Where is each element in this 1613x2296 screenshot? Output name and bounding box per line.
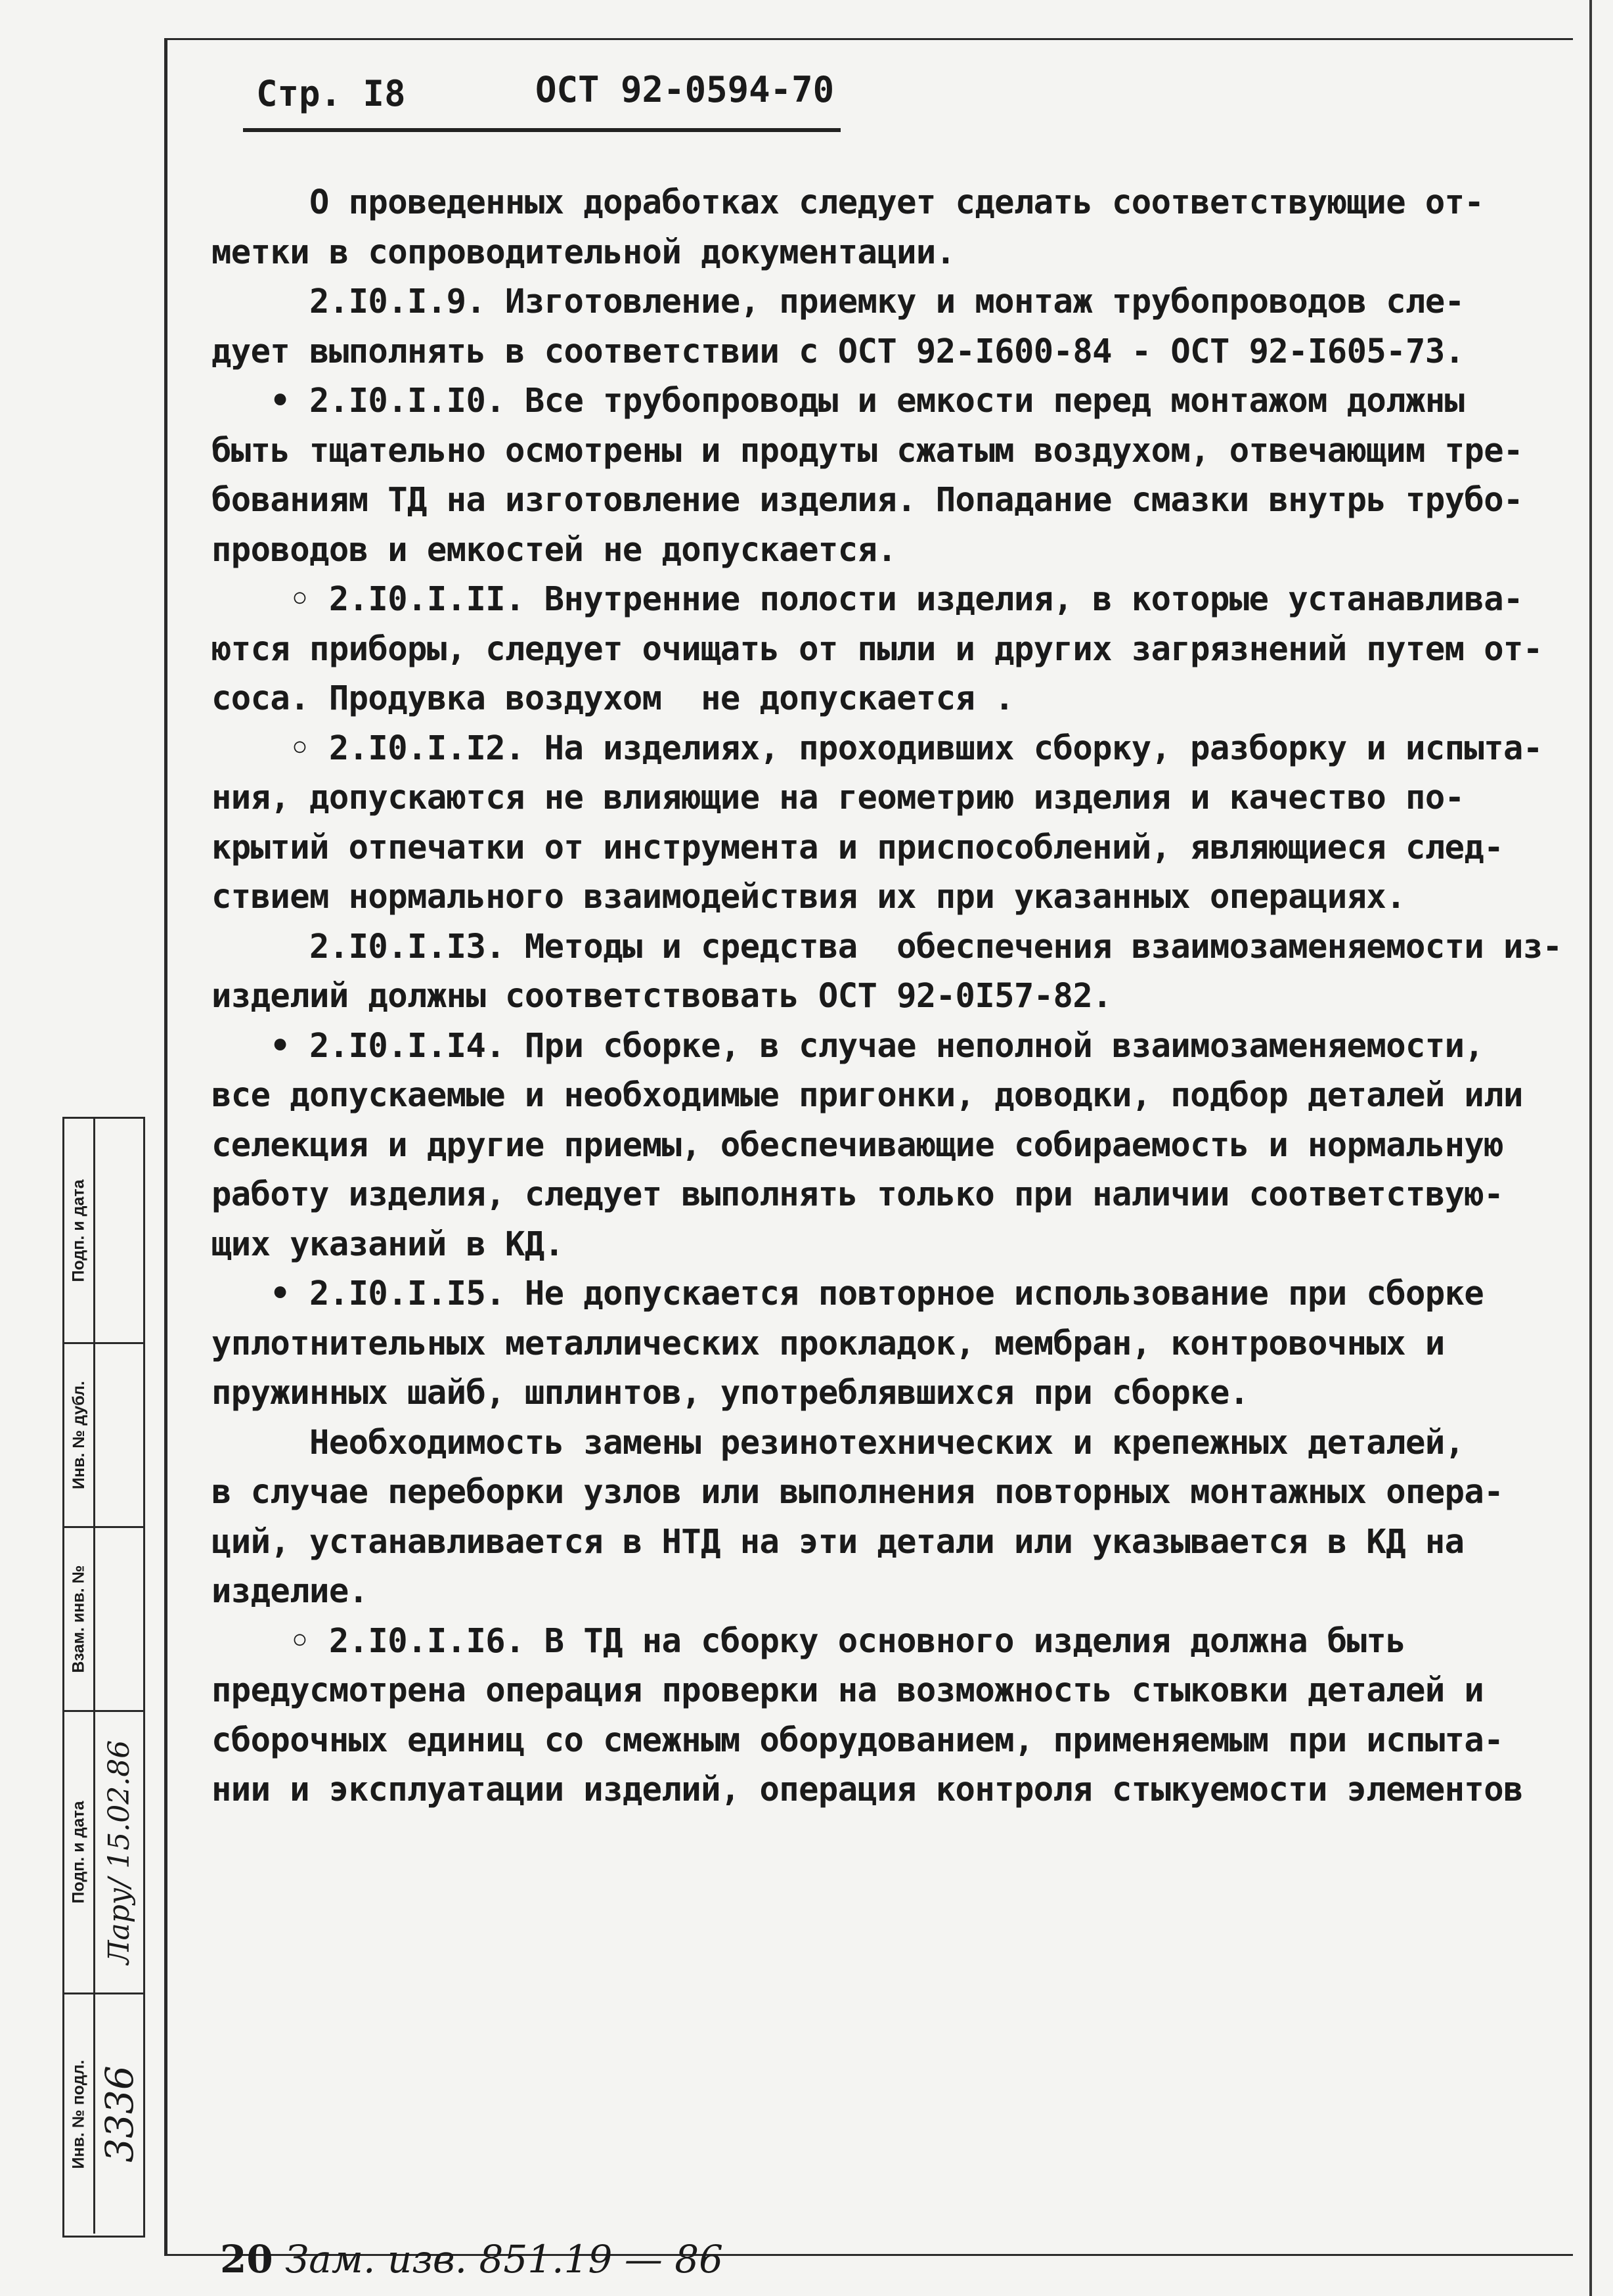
stamp-label: Подп. и дата [69,1179,88,1282]
text-line: быть тщательно осмотрены и продуты сжатым воздухом, отвечающим тре- [211,430,1523,470]
stamp-label: Инв. № дубл. [69,1381,88,1489]
text-line: крытий отпечатки от инструмента и приспособлений, являющиеся след- [211,827,1504,867]
signature-date: Лару/ 15.02.86 [102,1740,137,1965]
text-line: селекция и другие приемы, обеспечивающие собираемость и нормальную [211,1125,1504,1164]
text-line: • 2.I0.I.I5. Не допускается повторное использование при сборке [211,1274,1484,1313]
text-line: щих указаний в КД. [211,1224,564,1263]
stamp-cell-inv-podl [64,1994,143,2234]
text-line: • 2.I0.I.I0. Все трубопроводы и емкости перед монтажом должны [211,381,1465,420]
stamp-cell-podp-data [64,1712,143,1994]
text-line: изделий должны соответствовать ОСТ 92-0I57-82. [211,976,1112,1015]
text-line: ния, допускаются не влияющие на геометрию изделия и качество по- [211,778,1465,817]
stamp-label: Подп. и дата [69,1801,88,1904]
side-stamp-table [62,1117,145,2238]
text-line: нии и эксплуатации изделий, операция контроля стыкуемости элементов [211,1770,1523,1809]
stamp-cell-vzam-inv [64,1528,143,1712]
document-body [211,177,1564,1814]
page-header [243,69,841,132]
text-line: соса. Продувка воздухом не допускается . [211,679,1014,717]
text-line: ций, устанавливается в НТД на эти детали или указывается в КД на [211,1521,1465,1561]
stamp-cell-inv-dubl [64,1344,143,1528]
inventory-number: 3336 [97,2065,142,2163]
change-text: Зам. изв. 851.19 — 86 [285,2237,724,2282]
text-line: ◦ 2.I0.I.I6. В ТД на сборку основного изделия должна быть [211,1621,1406,1660]
text-line: уплотнительных металлических прокладок, мембран, контровочных и [211,1323,1445,1362]
change-note [220,2237,723,2282]
text-line: метки в сопроводительной документации. [211,232,956,271]
stamp-label: Инв. № подл. [69,2060,88,2169]
text-line: ствием нормального взаимодействия их при указанных операциях. [211,877,1406,916]
text-line: ◦ 2.I0.I.I2. На изделиях, проходивших сборку, разборку и испыта- [211,728,1543,767]
text-line: бованиям ТД на изготовление изделия. Попадание смазки внутрь трубо- [211,480,1523,519]
text-line: в случае переборки узлов или выполнения повторных монтажных опера- [211,1472,1504,1511]
text-line: 2.I0.I.9. Изготовление, приемку и монтаж трубопроводов сле- [211,282,1465,321]
page-number: Стр. I8 [256,73,406,114]
text-line: Необходимость замены резинотехнических и крепежных деталей, [211,1422,1465,1462]
text-line: пружинных шайб, шплинтов, употреблявшихся при сборке. [211,1373,1249,1412]
stamp-cell-podp-data-top [64,1119,143,1344]
text-line: изделие. [211,1571,368,1610]
text-line: проводов и емкостей не допускается. [211,529,897,569]
text-line: все допускаемые и необходимые пригонки, доводки, подбор деталей или [211,1075,1523,1114]
text-line: сборочных единиц со смежным оборудованием, применяемым при испыта- [211,1720,1504,1759]
page-edge [1589,0,1592,2296]
stamp-label: Взам. инв. № [69,1565,88,1673]
text-line: работу изделия, следует выполнять только при наличии соответствую- [211,1175,1504,1213]
text-line: предусмотрена операция проверки на возможность стыковки деталей и [211,1671,1484,1709]
text-line: дует выполнять в соответствии с ОСТ 92-I600-84 - ОСТ 92-I605-73. [211,331,1465,371]
text-line: О проведенных доработках следует сделать соответствующие от- [211,183,1484,221]
text-line: 2.I0.I.I3. Методы и средства обеспечения взаимозаменяемости из- [211,926,1562,966]
text-line: ◦ 2.I0.I.II. Внутренние полости изделия, в которые устанавлива- [211,579,1523,618]
text-line: ются приборы, следует очищать от пыли и других загрязнений путем от- [211,629,1543,668]
change-number: 20 [220,2237,273,2282]
text-line: • 2.I0.I.I4. При сборке, в случае неполной взаимозаменяемости, [211,1025,1484,1065]
standard-code: ОСТ 92-0594-70 [535,69,835,110]
